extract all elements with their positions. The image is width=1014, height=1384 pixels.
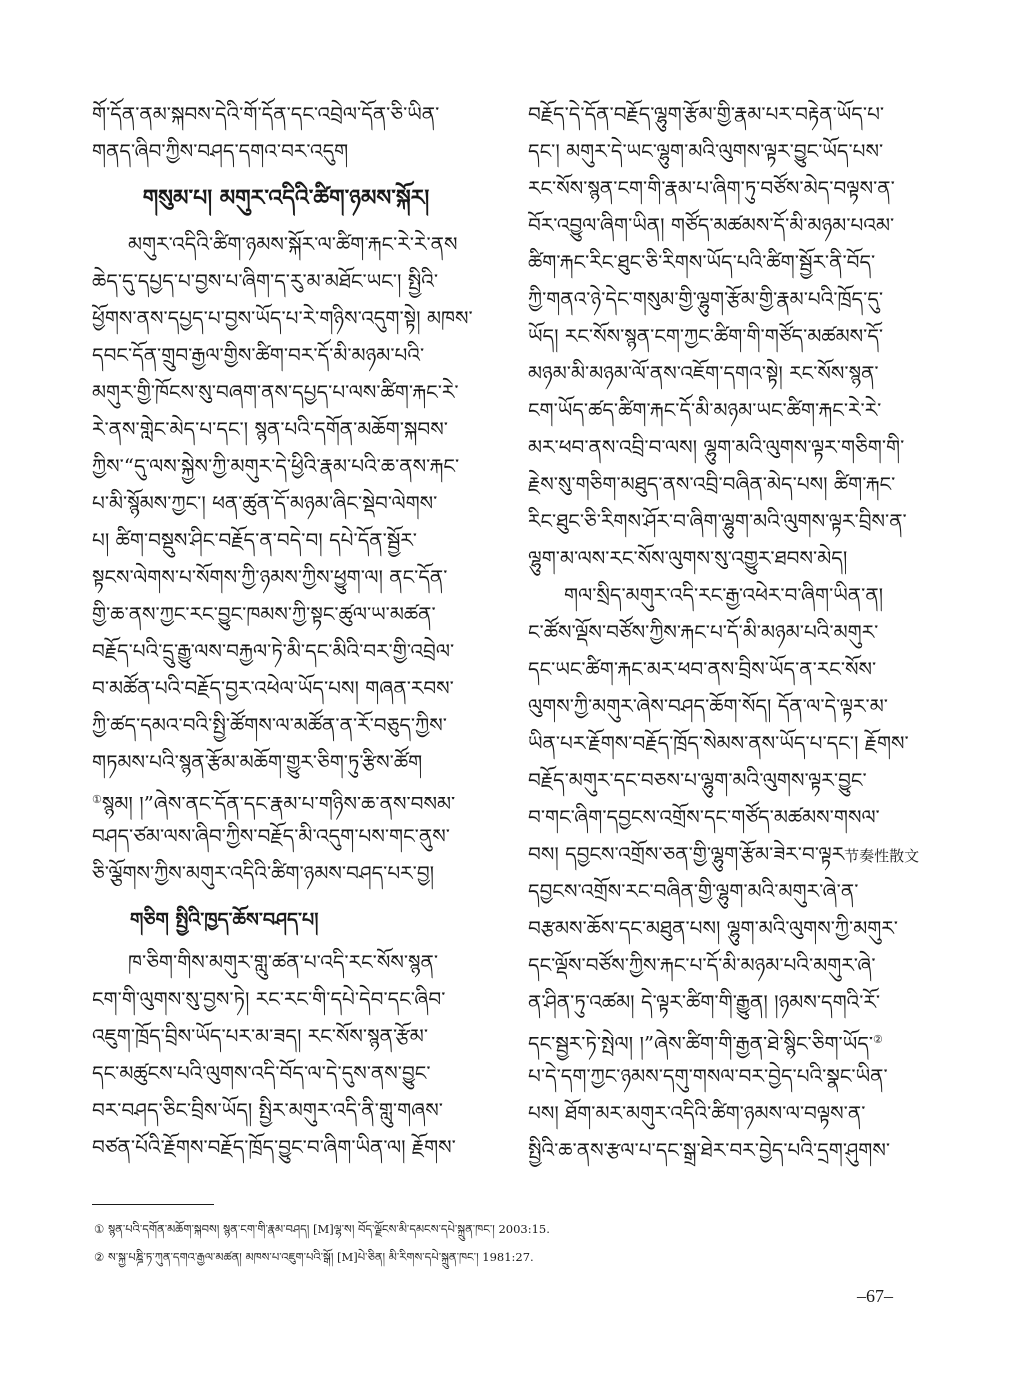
text-line-with-chinese bbox=[528, 836, 920, 873]
text-line: རང་སོས་སྙན་ངག་གི་རྣམ་པ་ཞིག་ཏུ་བཙོས་མེད་བལྟས་ན་ bbox=[528, 176, 895, 200]
text-line: པ་དེ་དག་ཀྱང་ཉམས་དགུ་གསལ་བར་བྱེད་པའི་སྣང་ཡིན་ bbox=[528, 1064, 888, 1088]
text-line: ཚིག་རྐང་རིང་ཐུང་ཅི་རིགས་ཡོད་པའི་ཚིག་སྦྱོར་ནི་བོད་ bbox=[528, 250, 876, 274]
text-line: མགུར་གྱི་ཁོངས་སུ་བཞག་ནས་དཔྱད་པ་ལས་ཚིག་རྐང་རེ་ bbox=[92, 380, 459, 404]
text-line: ན་ཤིན་ཏུ་འཚམ། དེ་ལྟར་ཚིག་གི་རྒྱུན། །ཉམས་དགའི་རོ་ bbox=[528, 990, 881, 1014]
text-line: དང་མཚུངས་པའི་ལུགས་འདི་བོད་ལ་དེ་དུས་ནས་བྱུང་ bbox=[92, 1061, 431, 1085]
text-line: ཕྱོགས་ནས་དཔྱད་པ་བྱས་ཡོད་པ་རེ་གཉིས་འདུག་སྟེ། མཁས་ bbox=[92, 306, 473, 330]
footnote-2 bbox=[94, 1244, 534, 1277]
text-line: བརྩམས་ཆོས་དང་མཐུན་པས། ལྷུག་མའི་ལུགས་ཀྱི་མགུར་ bbox=[528, 916, 898, 940]
chinese-term: 节奏性散文 bbox=[844, 847, 920, 865]
text-line: སྤྱིའི་ཆ་ནས་རྩལ་པ་དང་སྒྲ་ཐེར་བར་བྱེད་པའི་དྲག་ཤུགས་ bbox=[528, 1138, 891, 1162]
text-line: འཇུག་ཁྲོད་བྲིས་ཡོད་པར་མ་ཟད། རང་སོས་སྙན་རྩོམ་ bbox=[92, 1024, 429, 1048]
text-line: ངག་ཡོད་ཚད་ཚིག་རྐང་དོ་མི་མཉམ་ཡང་ཚིག་རྐང་རེ་རེ་ bbox=[528, 398, 882, 422]
text-line: བརྗོད་མགུར་དང་བཅས་པ་ལྷུག་མའི་ལུགས་ལྟར་བྱུང་ bbox=[528, 768, 867, 792]
text-line: ལྷུག་མ་ལས་རང་སོས་ལུགས་སུ་འགྱུར་ཐབས་མེད། bbox=[528, 546, 848, 570]
text-line: བོར་འབྱུལ་ཞིག་ཡིན། གཙོད་མཚམས་དོ་མི་མཉམ་པའམ་ bbox=[528, 213, 895, 237]
text-line: སྟངས་ལེགས་པ་སོགས་ཀྱི་ཉམས་ཀྱིས་ཕྱུག་ལ། ནང་དོན་ bbox=[92, 565, 448, 589]
text-line: ངག་གི་ལུགས་སུ་བྱས་ཏེ། རང་རང་གི་དཔེ་དེབ་དང་ཞིབ་ bbox=[92, 987, 446, 1011]
sub-heading: གཅིག སྤྱིའི་ཁྱད་ཆོས་བཤད་པ། bbox=[130, 909, 319, 931]
text-line: མར་ཕབ་ནས་འབྲི་བ་ལས། ལྷུག་མའི་ལུགས་ལྟར་གཅིག་གི་ bbox=[528, 435, 905, 459]
text-line: བརྗོད་དེ་དོན་བརྗོད་ལྷུག་རྩོམ་གྱི་རྣམ་པར་བརྟེན་ཡོད་པ་ bbox=[528, 102, 885, 126]
footnote-divider bbox=[92, 1204, 214, 1205]
section-heading: གསུམ་པ། མགུར་འདིའི་ཚིག་ཉམས་སྐོར། bbox=[142, 185, 430, 211]
text-line: པ། ཚིག་བསྡུས་ཤིང་བརྗོད་ན་བདེ་བ། དཔེ་དོན་སྦྱོར་ bbox=[92, 528, 417, 552]
text-line: བར་བཤད་ཅིང་བྲིས་ཡོད། སྤྱིར་མགུར་འདི་ནི་གླུ་གཞས་ bbox=[92, 1098, 443, 1122]
text-line: རྗེས་སུ་གཅིག་མཐུད་ནས་འབྲི་བཞིན་མེད་པས། ཚིག་རྐང་ bbox=[528, 472, 896, 496]
text-line: དབྱངས་འགྲོས་རང་བཞིན་གྱི་ལྷུག་མའི་མགུར་ཞེ་ན་ bbox=[528, 879, 859, 903]
text-line: ཀྱི་གནའ་ཉེ་དེང་གསུམ་གྱི་ལྷུག་རྩོམ་གྱི་རྣམ་པའི་ཁྲོད་དུ་ bbox=[528, 287, 884, 311]
text-line: གོ་དོན་ནམ་སྐབས་དེའི་གོ་དོན་དང་འབྲེལ་དོན་ཅི་ཡིན་ bbox=[92, 102, 440, 126]
text-line: ཡིན་པར་རྗོགས་བརྗོད་ཁྲོད་སེམས་ནས་ཡོད་པ་དང་། རྗོགས་ bbox=[528, 731, 909, 755]
text-line: ཆེད་དུ་དཔྱད་པ་བྱས་པ་ཞིག་ད་རུ་མ་མཐོང་ཡང་། སྤྱིའི་ bbox=[92, 269, 439, 293]
text-line: རིང་ཐུང་ཅི་རིགས་ཤོར་བ་ཞིག་ལྷུག་མའི་ལུགས་ལྟར་བྲིས་ན་ bbox=[528, 509, 907, 533]
text-line: གྱི་ཆ་ནས་ཀྱང་རང་བྱུང་ཁམས་ཀྱི་སྟང་ཚུལ་ཡ་མཚན་ bbox=[92, 602, 436, 626]
footnote-marker: ① bbox=[94, 1222, 105, 1236]
text-line: བས། དབྱངས་འགྲོས་ཅན་གྱི་ལྷུག་རྩོམ་ཟེར་བ་ལྟར bbox=[528, 842, 845, 866]
text-line: ཅི་ལྕོགས་ཀྱིས་མགུར་འདིའི་ཚིག་ཉམས་བཤད་པར་བྱ། bbox=[92, 861, 435, 885]
text-line: བཙན་པོའི་རྗོགས་བརྗོད་ཁྲོད་བྱུང་བ་ཞིག་ཡིན་ལ། རྗོགས་ bbox=[92, 1135, 456, 1159]
text-line: དང་སྦྱར་ཏེ་སྤེལ། །”ཞེས་ཚིག་གི་རྒྱན་ཐེ་སྙིང་ཅིག་ཡོད་ bbox=[528, 1031, 874, 1056]
page-number: –67– bbox=[857, 1286, 893, 1306]
text-line: གལ་སྲིད་མགུར་འདི་རང་རྒྱ་འཕེར་བ་ཞིག་ཡིན་ན། bbox=[564, 583, 884, 607]
text-line: གཏམས་པའི་སྙན་རྩོམ་མཆོག་གྱུར་ཅིག་ཏུ་རྩིས་ཚོག bbox=[92, 750, 423, 774]
text-line: པས། ཐོག་མར་མགུར་འདིའི་ཚིག་ཉམས་ལ་བལྟས་ན་ bbox=[528, 1101, 866, 1125]
text-line-with-note bbox=[92, 781, 480, 818]
text-line: རེ་ནས་གླེང་མེད་པ་དང་། སྙན་པའི་དགོན་མཆོག་སྐབས་ bbox=[92, 417, 448, 441]
text-line: དང་། མགུར་དེ་ཡང་ལྷུག་མའི་ལུགས་ལྟར་བྱུང་ཡོད་པས་ bbox=[528, 139, 884, 163]
text-line: ཀྱི་ཚད་དམའ་བའི་སྤྱི་ཚོགས་ལ་མཚོན་ན་རོ་བཅུད་ཀྱིས་ bbox=[92, 713, 447, 737]
footnote-marker-2[interactable]: ② bbox=[873, 1033, 883, 1046]
text-line: ང་ཚོས་ལྡོས་བཙོས་ཀྱིས་རྐང་པ་དོ་མི་མཉམ་པའི་མགུར་ bbox=[528, 620, 879, 644]
text-line: གནད་ཞིབ་ཀྱིས་བཤད་དགའ་བར་འདུག bbox=[92, 139, 349, 163]
text-line: མགུར་འདིའི་ཚིག་ཉམས་སྐོར་ལ་ཚིག་རྐང་རེ་རེ་ནས bbox=[128, 232, 458, 256]
footnote-text: སྙན་པའི་དགོན་མཆོག་སྐབས། སྙན་ངག་གི་རྣམ་བཤད། [M]ལྷ་ས། བོད་ལྗོངས་མི་དམངས་དཔེ་སྐྲུན་ཁང་། 2003:15. bbox=[107, 1222, 550, 1236]
text-line: དང་ལྡོས་བཙོས་ཀྱིས་རྐང་པ་དོ་མི་མཉམ་པའི་མགུར་ཞེ་ bbox=[528, 953, 876, 977]
text-line: པ་མི་སྙོམས་ཀྱང་། ཕན་ཚུན་དོ་མཉམ་ཞིང་སྡེབ་ལེགས་ bbox=[92, 491, 438, 515]
text-line: དང་ཡང་ཚིག་རྐང་མར་ཕབ་ནས་བྲིས་ཡོད་ན་རང་སོས་ bbox=[528, 657, 877, 681]
text-line: མཉམ་མི་མཉམ་ལོ་ནས་འཇོག་དགའ་སྟེ། རང་སོས་སྙན་ bbox=[528, 361, 879, 385]
text-line: ཡོད། རང་སོས་སྙན་ངག་ཀྱང་ཚིག་གི་གཙོད་མཚམས་དོ་ bbox=[528, 324, 884, 348]
text-line: བ་གང་ཞིག་དབྱངས་འགྲོས་དང་གཙོད་མཚམས་གསལ་ bbox=[528, 805, 880, 829]
text-line: ཁ་ཅིག་གིས་མགུར་གླུ་ཚན་པ་འདི་རང་སོས་སྙན་ bbox=[128, 950, 439, 974]
right-column bbox=[528, 96, 920, 1169]
text-line: བཤད་ཙམ་ལས་ཞིབ་ཀྱིས་བརྗོད་མི་འདུག་པས་གང་ནུས་ bbox=[92, 824, 450, 848]
text-line: བ་མཚོན་པའི་བརྗོད་བྱར་འཕེལ་ཡོད་པས། གཞན་རབས་ bbox=[92, 676, 454, 700]
footnote-marker: ② bbox=[94, 1250, 105, 1264]
text-line-with-note bbox=[528, 1021, 906, 1058]
left-column bbox=[92, 96, 480, 1166]
text-line: ཀྱིས་“དུ་ལས་སྐྱེས་ཀྱི་མགུར་དེ་ཕྱིའི་རྣམ་པའི་ཆ་ནས་རྐང་ bbox=[92, 454, 460, 478]
text-line: དབང་དོན་གྲུབ་རྒྱལ་གྱིས་ཚིག་བར་དོ་མི་མཉམ་པའི་ bbox=[92, 343, 425, 367]
footnote-marker-1[interactable]: ① bbox=[92, 793, 102, 806]
footnote-text: ས་སྐྱ་པཎྜི་ཏ་ཀུན་དགའ་རྒྱལ་མཚན། མཁས་པ་འཇུག་པའི་སྒོ། [M]པེ་ཅིན། མི་རིགས་དཔེ་སྐྲུན་ཁང་། 1981:27. bbox=[107, 1250, 534, 1264]
text-line: སྙམ། །”ཞེས་ནང་དོན་དང་རྣམ་པ་གཉིས་ཆ་ནས་བསམ་ bbox=[101, 791, 456, 816]
text-line: བརྗོད་པའི་དྲུ་རྒྱུ་ལས་བརྐྱལ་ཏེ་མི་དང་མིའི་བར་གྱི་འབྲེལ་ bbox=[92, 639, 455, 663]
text-line: ལུགས་ཀྱི་མགུར་ཞེས་བཤད་ཆོག་སོད། དོན་ལ་དེ་ལྟར་མ་ bbox=[528, 694, 888, 718]
